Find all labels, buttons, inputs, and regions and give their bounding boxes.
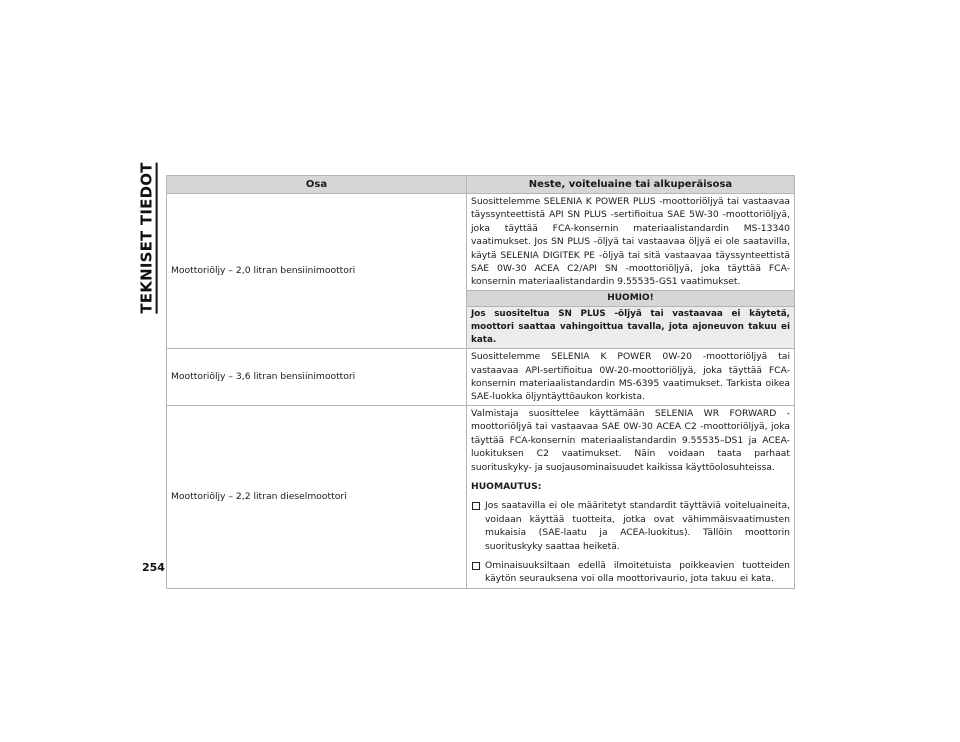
row-2-description: Suosittelemme SELENIA K POWER 0W-20 -moottoriöljyä tai vastaavaa API-sertifioitua 0W-20-moottoriöljyä, joka täyttää FCA-konsernin materiaalistandardin MS-6395 vaatimukset. Tarkista oikea SAE-luokka öljyntäyttöaukon korkista. [467, 349, 795, 406]
table-row [167, 405, 795, 588]
row-3-cell [467, 405, 795, 588]
row-1-description: Suosittelemme SELENIA K POWER PLUS -moottoriöljyä tai vastaavaa täyssynteettistä API SN PLUS -sertifioitua SAE 5W-30 -moottoriöljyä, joka täyttää FCA-konsernin materiaalistandardin MS-13340 vaatimukset. Jos SN PLUS -öljyä tai vastaavaa öljyä ei ole saatavilla, käytä SELENIA DIGITEK PE -öljyä tai sitä vastaavaa täyssynteettistä SAE 0W-30 ACEA C2/API SN -moottoriöljyä, joka täyttää FCA-konsernin materiaalistandardin 9.55535-GS1 vaatimukset. [467, 194, 795, 291]
row-1-part: Moottoriöljy – 2,0 litran bensiinimoottori [167, 194, 467, 349]
row-2-part: Moottoriöljy – 3,6 litran bensiinimoottori [167, 349, 467, 406]
section-title [137, 162, 159, 314]
table-row [167, 194, 795, 291]
table-header-row [167, 176, 795, 194]
page-number: 254 [142, 561, 165, 574]
header-fluid: Neste, voiteluaine tai alkuperäisosa [467, 176, 795, 194]
table-row [167, 349, 795, 406]
section-title-text: TEKNISET TIEDOT [138, 162, 156, 314]
caution-text: Jos suositeltua SN PLUS -öljyä tai vastaavaa ei käytetä, moottori saattaa vahingoittua tavalla, jota ajoneuvon takuu ei kata. [467, 307, 795, 349]
bullet-text: Ominaisuuksiltaan edellä ilmoitetuista poikkeavien tuotteiden käytön seurauksena voi olla moottorivaurio, jota takuu ei kata. [485, 559, 790, 585]
notes-heading: HUOMAUTUS: [471, 480, 542, 492]
row-3-part: Moottoriöljy – 2,2 litran dieselmoottori [167, 405, 467, 588]
header-part: Osa [167, 176, 467, 194]
caution-title: HUOMIO! [467, 290, 795, 306]
checkbox-bullet-icon [472, 562, 480, 570]
checkbox-bullet-icon [472, 502, 480, 510]
specifications-table [166, 175, 795, 589]
list-item [471, 499, 790, 553]
list-item [471, 559, 790, 586]
row-3-description: Valmistaja suosittelee käyttämään SELENIA WR FORWARD -moottoriöljyä tai vastaavaa SAE 0W-30 ACEA C2 -moottoriöljyä, joka täyttää FCA-konsernin materiaalistandardin 9.55535–DS1 ja ACEA-luokituksen C2 vaatimukset. Näin voidaan taata parhaat suorituskyky- ja suojausominaisuudet kaikissa käyttöolosuhteissa. [471, 407, 790, 473]
bullet-text: Jos saatavilla ei ole määritetyt standardit täyttäviä voiteluaineita, voidaan käyttää tuotteita, jotka ovat vähimmäisvaatimusten mukaisia (SAE-laatu ja ACEA-luokitus). Tällöin moottorin suorituskyky saattaa heiketä. [485, 500, 790, 552]
